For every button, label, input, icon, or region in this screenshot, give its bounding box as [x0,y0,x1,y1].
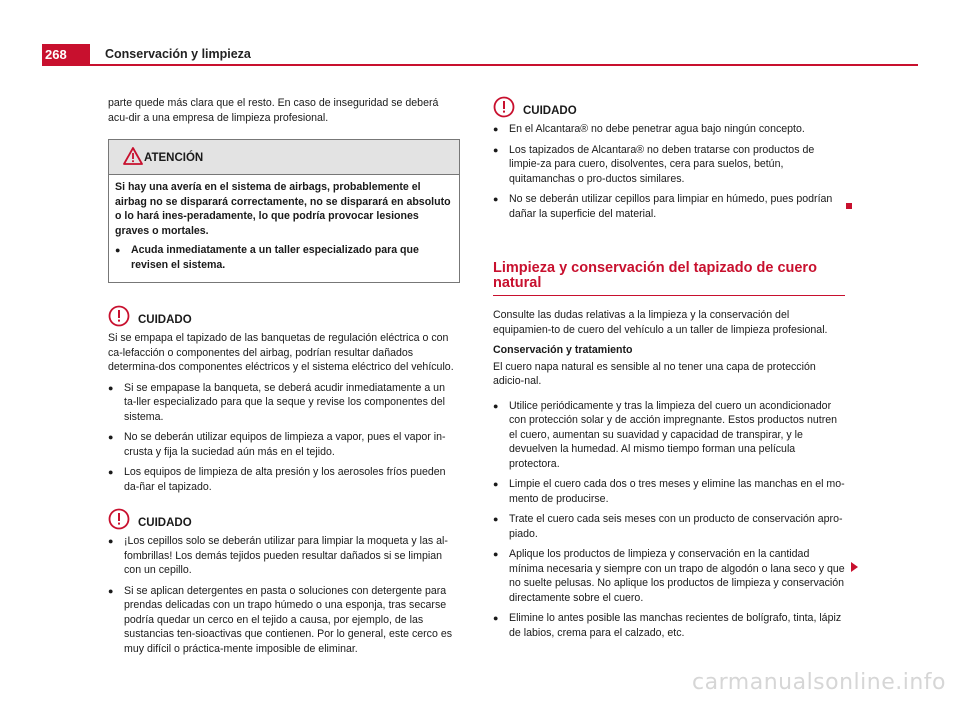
list-item [108,465,460,494]
continue-arrow-icon [851,562,858,572]
list-item-text: ¡Los cepillos solo se deberán utilizar para limpiar la moqueta y las al-fombrillas! Los demás tejidos pueden resultar dañados si se limpian con un cepillo. [124,535,448,576]
list-item [493,192,845,221]
caution-section-alcantara [493,96,845,221]
caution-header [108,508,460,532]
list-item-text: Los tapizados de Alcantara® no deben tratarse con productos de limpie-za para cuero, disolventes, cera para suelos, betún, quitamanchas o pro-ductos similares. [509,143,815,185]
section-title: Limpieza y conservación del tapizado de cuero natural [493,261,845,296]
list-item-text: Limpie el cuero cada dos o tres meses y elimine las manchas en el mo-mento de producirse. [509,478,845,505]
bullet-icon: ● [493,514,499,524]
bullet-icon: ● [108,467,114,477]
list-item-text: No se deberán utilizar cepillos para limpiar en húmedo, pues podrían dañar la superficie del material. [509,193,833,220]
warning-text: Si hay una avería en el sistema de airbags, probablemente el airbag no se disparará correctamente, no se disparará en absoluto o lo hará ines-peradamente, lo que podría provocar lesiones graves o mortales. [115,181,451,237]
bullet-icon: ● [108,585,114,596]
left-column [108,96,460,670]
list-item [493,122,845,137]
list-item-text: Si se aplican detergentes en pasta o soluciones con detergente para prendas delicadas con un trapo húmedo o una esponja, tras secarse podría quedar un cerco en el tejido a causa, por ejemplo, de las sustancias ten-sioactivas que contienen. Por lo general, este cerco es muy difícil o práctica-mente imposible de eliminar. [124,584,453,655]
list-item [108,381,460,425]
subheading: Conservación y tratamiento [493,344,633,356]
warning-box [108,139,460,283]
bullet-icon: ● [493,479,499,489]
subheading-text: El cuero napa natural es sensible al no tener una capa de protección adicio-nal. [493,360,816,387]
list-item-text: Acuda inmediatamente a un taller especializado para que revisen el sistema. [131,244,419,271]
warning-header [109,140,459,175]
bullet-icon: ● [115,245,121,255]
warning-body [109,175,459,282]
caution-section-2 [108,508,460,656]
right-column [493,96,845,646]
caution-section-1 [108,305,460,494]
list-item-text: Trate el cuero cada seis meses con un producto de conservación apro-piado. [509,513,843,540]
list-item-text: Aplique los productos de limpieza y conservación en la cantidad mínima necesaria y siempre con un trapo de algodón o lana seco y que no suelte pelusas. No aplique los productos de limpieza y conservación directamente sobre el cuero. [509,548,845,604]
list-item-text: No se deberán utilizar equipos de limpieza a vapor, pues el vapor in-crusta y fija la suciedad aún más en el tejido. [124,431,446,458]
caution-title: CUIDADO [138,517,192,529]
caution-header [493,96,845,120]
list-item [493,547,845,605]
list-item [493,512,845,541]
list-item [493,611,845,640]
list-item-text: En el Alcantara® no debe penetrar agua bajo ningún concepto. [509,123,805,135]
warning-title: ATENCIÓN [144,152,204,164]
bullet-icon: ● [493,400,499,411]
section-intro: Consulte las dudas relativas a la limpieza y la conservación del equipamien-to de cuero del vehículo a un taller de limpieza profesional. [493,309,828,336]
list-item [108,534,460,578]
caution-title: CUIDADO [523,105,577,117]
bullet-icon: ● [493,194,499,204]
list-item [493,477,845,506]
page-header [42,44,918,66]
list-item [115,243,453,272]
list-item-text: Utilice periódicamente y tras la limpieza del cuero un acondicionador con protección solar y de acción impregnante. Estos productos nutren el cuero, aumentan su suavidad y capacidad de transpirar, y le devuelven la humedad. Al mismo tiempo forman una película protectora. [509,399,838,470]
warning-triangle-icon [123,147,143,165]
bullet-icon: ● [108,432,114,442]
caution-exclamation-icon [108,508,130,530]
bullet-icon: ● [108,382,114,393]
bullet-icon: ● [493,549,499,559]
watermark: carmanualsonline.info [692,670,946,695]
caution-exclamation-icon [108,305,130,327]
bullet-icon: ● [493,124,499,134]
list-item-text: Elimine lo antes posible las manchas recientes de bolígrafo, tinta, lápiz de labios, crema para el calzado, etc. [509,612,842,639]
page-number: 268 [42,44,90,66]
header-rule [90,64,918,66]
list-item [108,584,460,657]
bullet-icon: ● [493,613,499,623]
chapter-title: Conservación y limpieza [105,47,251,61]
section-end-square-icon [846,203,852,209]
caution-text: Si se empapa el tapizado de las banquetas de regulación eléctrica o con ca-lefacción o componentes del airbag, podrían resultar dañados determina-dos componentes eléctricos y el sistema eléctrico del vehículo. [108,332,454,373]
caution-exclamation-icon [493,96,515,118]
list-item-text: Si se empapase la banqueta, se deberá acudir inmediatamente a un ta-ller especializado para que la seque y revise los componentes del sistema. [124,381,445,423]
bullet-icon: ● [108,536,114,546]
bullet-icon: ● [493,144,499,155]
list-item [493,143,845,187]
list-item [493,399,845,472]
caution-header [108,305,460,329]
list-item [108,430,460,459]
caution-title: CUIDADO [138,314,192,326]
list-item-text: Los equipos de limpieza de alta presión y los aerosoles fríos pueden da-ñar el tapizado. [124,466,446,493]
intro-text: parte quede más clara que el resto. En caso de inseguridad se deberá acu-dir a una empresa de limpieza profesional. [108,97,439,124]
